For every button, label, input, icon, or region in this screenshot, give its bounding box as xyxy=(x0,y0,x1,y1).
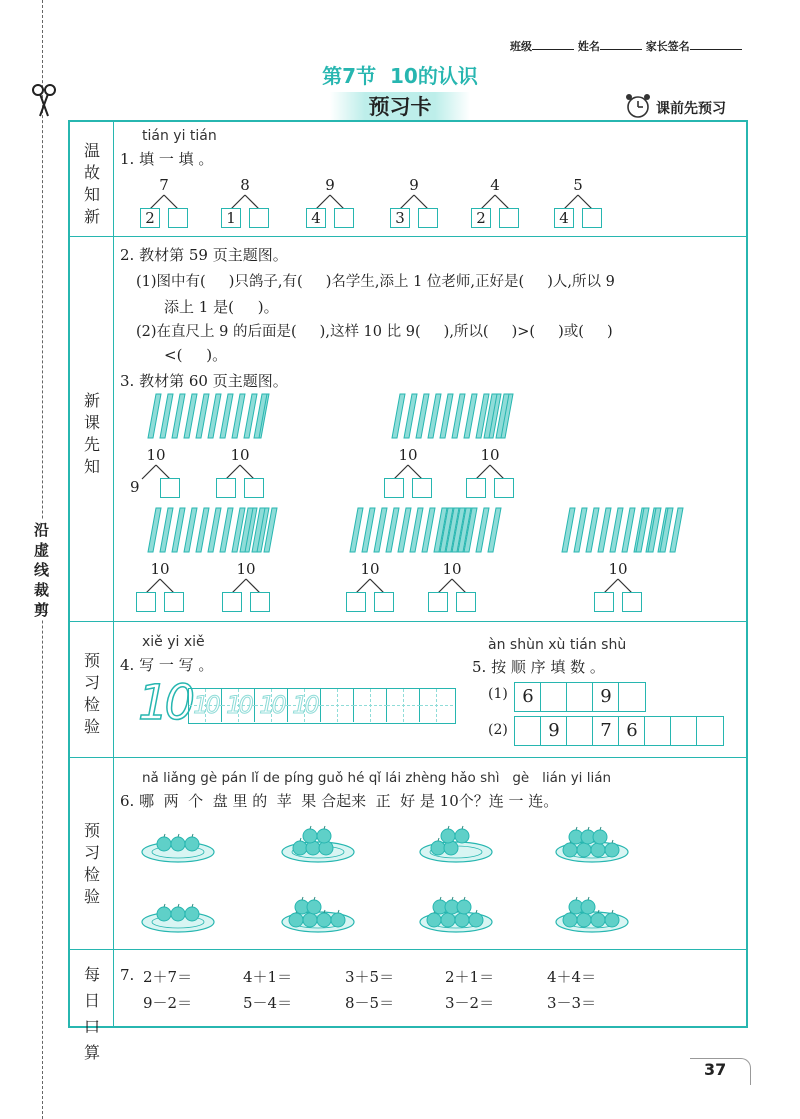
apple-plate-bottom-2[interactable] xyxy=(280,892,356,934)
q1-tree-1-top: 7 xyxy=(159,176,169,194)
q5-row2-cell[interactable] xyxy=(670,716,698,746)
apple-plate-top-3[interactable] xyxy=(418,822,494,864)
q4-trace-number: 10 xyxy=(259,691,284,719)
q4-writing-cell[interactable] xyxy=(354,689,387,722)
q3-two-sticks xyxy=(480,392,516,442)
q3-three-sticks-2 xyxy=(632,506,680,556)
q3-tree-4-top: 10 xyxy=(480,446,500,464)
q3-tree-8-top: 10 xyxy=(442,560,462,578)
row-label-daily: 每日口算 xyxy=(83,965,100,1062)
q3-three-sticks xyxy=(236,506,284,556)
page-number-tab xyxy=(690,1058,751,1085)
q7-problem: 2＋7＝ xyxy=(143,968,193,986)
q5-text: 5. 按 顺 序 填 数 。 xyxy=(472,658,605,676)
card-title: 预习卡 xyxy=(330,92,470,122)
q3-tree-9-top: 10 xyxy=(608,560,628,578)
q1-pinyin: tián yi tián xyxy=(142,128,217,144)
q7-problem: 8－5＝ xyxy=(345,994,395,1012)
q4-text: 4. 写 一 写 。 xyxy=(120,656,214,674)
apple-plate-bottom-3[interactable] xyxy=(418,892,494,934)
q1-tree-4-top: 9 xyxy=(409,176,419,194)
q1-tree-3-top: 9 xyxy=(325,176,335,194)
q2-text: 2. 教材第 59 页主题图。 xyxy=(120,246,288,264)
q5-row2-cell[interactable] xyxy=(696,716,724,746)
q4-writing-grid[interactable] xyxy=(188,688,456,724)
q2-line4: <( )。 xyxy=(164,346,228,364)
cut-text: 沿虚线裁剪 xyxy=(34,521,50,619)
q1-text: 1. 填 一 填 。 xyxy=(120,150,214,168)
q3-tree-3-top: 10 xyxy=(398,446,418,464)
q1-tree-2-top: 8 xyxy=(240,176,250,194)
q4-trace-number: 10 xyxy=(292,691,317,719)
q1-tree-5-top: 4 xyxy=(490,176,500,194)
q4-trace-number: 10 xyxy=(193,691,218,719)
q1-tree-6-top: 5 xyxy=(573,176,583,194)
q1-tree-4-left-box[interactable]: 3 xyxy=(390,208,410,228)
q5-row2-cell[interactable]: 9 xyxy=(540,716,568,746)
q3-tree-5-right-box[interactable] xyxy=(164,592,184,612)
q1-tree-1-right-box[interactable] xyxy=(168,208,188,228)
q5-row2-label: (2) xyxy=(488,722,508,738)
q4-writing-cell[interactable] xyxy=(321,689,354,722)
q4-pinyin: xiě yi xiě xyxy=(142,634,205,650)
q5-row2-cell[interactable] xyxy=(566,716,594,746)
q3-tree-6-left-box[interactable] xyxy=(222,592,242,612)
q4-writing-cell[interactable] xyxy=(222,689,255,722)
q5-row2-cell[interactable]: 7 xyxy=(592,716,620,746)
badge-text: 课前先预习 xyxy=(656,101,726,117)
q7-problem: 5－4＝ xyxy=(243,994,293,1012)
q5-row2-cell[interactable]: 6 xyxy=(618,716,646,746)
q1-tree-1-left-box[interactable]: 2 xyxy=(140,208,160,228)
q4-writing-cell[interactable] xyxy=(420,689,453,722)
q3-text: 3. 教材第 60 页主题图。 xyxy=(120,372,288,390)
q5-row1-cell[interactable] xyxy=(618,682,646,712)
q3-tree-1-left-value: 9 xyxy=(130,478,140,496)
q1-tree-2-left-box[interactable]: 1 xyxy=(221,208,241,228)
q3-tree-3-right-box[interactable] xyxy=(412,478,432,498)
section-title: 第7节 10的认识 xyxy=(322,64,478,88)
q1-tree-2-right-box[interactable] xyxy=(249,208,269,228)
q3-tree-8-left-box[interactable] xyxy=(428,592,448,612)
q3-single-stick xyxy=(250,392,274,442)
q3-tree-7-top: 10 xyxy=(360,560,380,578)
q7-problem: 3－3＝ xyxy=(547,994,597,1012)
q2-line3: (2)在直尺上 9 的后面是( ),这样 10 比 9( ),所以( )>( )或( ) xyxy=(136,324,613,340)
row-divider-2 xyxy=(68,621,748,622)
q1-tree-3-right-box[interactable] xyxy=(334,208,354,228)
q3-tree-4-left-box[interactable] xyxy=(466,478,486,498)
row-label-review: 温故知新 xyxy=(83,141,100,226)
q5-row1-label: (1) xyxy=(488,686,508,702)
q3-tree-7-left-box[interactable] xyxy=(346,592,366,612)
q3-tree-1-right-box[interactable] xyxy=(160,478,180,498)
q5-row1-cell[interactable] xyxy=(540,682,568,712)
row-divider-4 xyxy=(68,949,748,950)
q1-tree-5-right-box[interactable] xyxy=(499,208,519,228)
q5-row2-cell[interactable] xyxy=(644,716,672,746)
q3-tree-9-left-box[interactable] xyxy=(594,592,614,612)
apple-plate-top-2[interactable] xyxy=(280,822,356,864)
q7-problem: 3－2＝ xyxy=(445,994,495,1012)
q1-tree-3-left-box[interactable]: 4 xyxy=(306,208,326,228)
q3-tree-2-left-box[interactable] xyxy=(216,478,236,498)
q1-tree-6-left-box[interactable]: 4 xyxy=(554,208,574,228)
q4-sample-number: 10 xyxy=(138,675,192,731)
q4-writing-cell[interactable] xyxy=(255,689,288,722)
q6-pinyin: nǎ liǎng gè pán lǐ de píng guǒ hé qǐ lái zhèng hǎo shì gè lián yi lián xyxy=(142,770,612,786)
q3-tree-1-top: 10 xyxy=(146,446,166,464)
q4-writing-cell[interactable] xyxy=(288,689,321,722)
name-label: 姓名 xyxy=(577,40,600,53)
page-number: 37 xyxy=(704,1060,727,1079)
label-column-divider xyxy=(113,120,114,1028)
q6-text: 6. 哪 两 个 盘 里 的 苹 果 合起来 正 好 是 10个？连 一 连。 xyxy=(120,792,559,810)
q4-cell-guide-v xyxy=(337,689,338,722)
row-label-check-2: 预习检验 xyxy=(83,821,100,906)
q7-label: 7. xyxy=(120,966,135,984)
q1-tree-6-right-box[interactable] xyxy=(582,208,602,228)
q3-tree-6-top: 10 xyxy=(236,560,256,578)
q3-tree-2-top: 10 xyxy=(230,446,250,464)
row-divider-3 xyxy=(68,757,748,758)
q7-problem: 4＋4＝ xyxy=(547,968,597,986)
parent-label: 家长签名 xyxy=(645,40,690,53)
class-label: 班级 xyxy=(510,40,532,53)
q1-tree-5-left-box[interactable]: 2 xyxy=(471,208,491,228)
q4-writing-cell[interactable] xyxy=(189,689,222,722)
q7-problem: 4＋1＝ xyxy=(243,968,293,986)
apple-plate-bottom-4[interactable] xyxy=(554,892,630,934)
q5-pinyin: àn shùn xù tián shù xyxy=(488,637,627,653)
row-divider-1 xyxy=(68,236,748,237)
q3-tree-4-right-box[interactable] xyxy=(494,478,514,498)
q3-tree-9-right-box[interactable] xyxy=(622,592,642,612)
q3-tree-7-right-box[interactable] xyxy=(374,592,394,612)
header-fields xyxy=(510,38,742,54)
row-label-preview: 新课先知 xyxy=(83,391,100,476)
q7-problem: 3＋5＝ xyxy=(345,968,395,986)
q3-five-sticks xyxy=(436,506,508,556)
q4-trace-number: 10 xyxy=(226,691,251,719)
q5-row1-cell[interactable] xyxy=(566,682,594,712)
q3-tree-6-right-box[interactable] xyxy=(250,592,270,612)
q4-writing-cell[interactable] xyxy=(387,689,420,722)
apple-plate-top-4[interactable] xyxy=(554,822,630,864)
q5-row1-cell[interactable]: 9 xyxy=(592,682,620,712)
row-label-check-1: 预习检验 xyxy=(83,651,100,736)
q3-tree-8-right-box[interactable] xyxy=(456,592,476,612)
q2-line2: 添上 1 是( )。 xyxy=(164,298,279,316)
q5-row2-cell[interactable] xyxy=(514,716,542,746)
q1-tree-4-right-box[interactable] xyxy=(418,208,438,228)
q4-cell-guide-v xyxy=(403,689,404,722)
q4-cell-guide-v xyxy=(436,689,437,722)
apple-plate-top-1[interactable] xyxy=(140,822,216,864)
clock-icon xyxy=(624,93,652,123)
q5-row1-cell[interactable]: 6 xyxy=(514,682,542,712)
q3-tree-3-left-box[interactable] xyxy=(384,478,404,498)
q4-cell-guide-v xyxy=(370,689,371,722)
q7-problem: 9－2＝ xyxy=(143,994,193,1012)
apple-plate-bottom-1[interactable] xyxy=(140,892,216,934)
q2-line1: (1)图中有( )只鸽子,有( )名学生,添上 1 位老师,正好是( )人,所以 9 xyxy=(136,274,615,290)
q3-tree-5-left-box[interactable] xyxy=(136,592,156,612)
q3-tree-5-top: 10 xyxy=(150,560,170,578)
q3-tree-2-right-box[interactable] xyxy=(244,478,264,498)
q7-problem: 2＋1＝ xyxy=(445,968,495,986)
